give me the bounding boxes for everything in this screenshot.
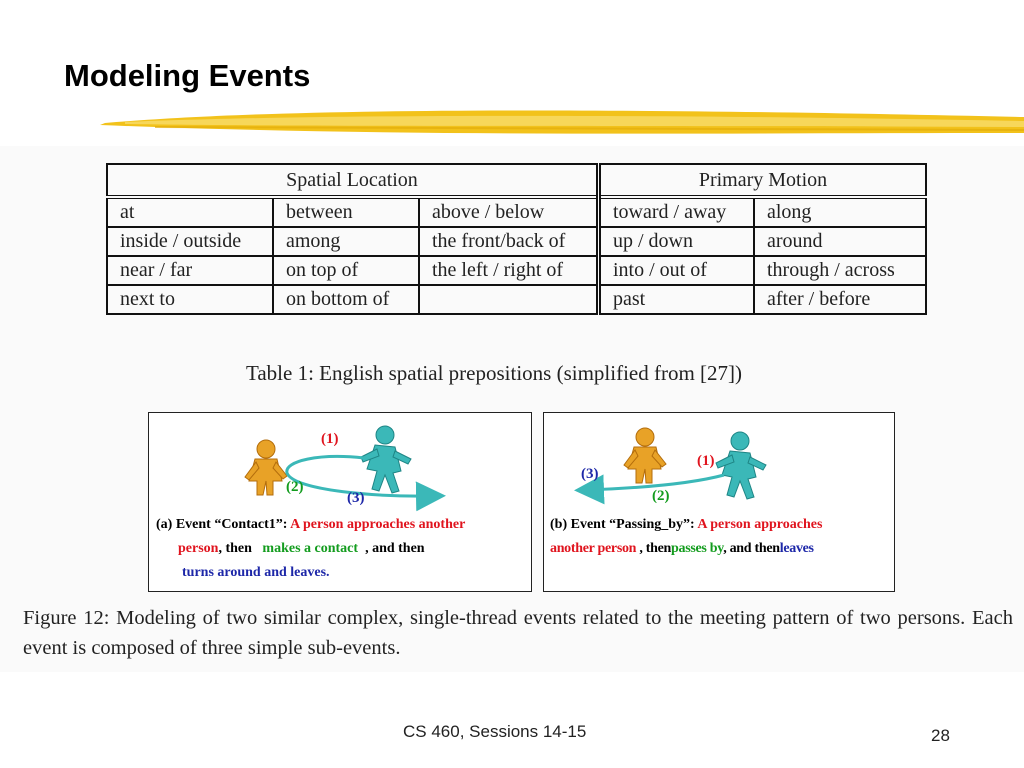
text-segment: , then [218, 541, 252, 556]
blue-text: leaves [779, 541, 814, 556]
table-cell: up / down [599, 227, 755, 256]
figure-panel-contact [148, 412, 532, 592]
label-1: (1) [697, 453, 715, 469]
table-row [107, 256, 926, 285]
yellow-brush-stroke [95, 103, 1024, 143]
table-cell: the front/back of [419, 227, 599, 256]
event-title: (a) Event “Contact1”: [156, 517, 288, 532]
event-title: (b) Event “Passing_by”: [550, 517, 695, 532]
event-description-line-2 [550, 537, 814, 561]
label-2: (2) [286, 479, 304, 495]
table-cell: past [599, 285, 755, 314]
table-cell: along [754, 197, 926, 227]
event-description-line-1 [156, 513, 465, 537]
table-cell [419, 285, 599, 314]
event-description-line-2 [178, 537, 425, 561]
slide-title: Modeling Events [64, 58, 311, 93]
table-cell: near / far [107, 256, 273, 285]
table-cell: into / out of [599, 256, 755, 285]
prepositions-table [106, 163, 927, 315]
label-3: (3) [581, 466, 599, 482]
green-text: passes by [671, 541, 724, 556]
text-segment: , and then [723, 541, 780, 556]
table-cell: between [273, 197, 419, 227]
label-1: (1) [321, 431, 339, 447]
table-cell: after / before [754, 285, 926, 314]
red-text: A person approaches another [290, 517, 466, 532]
orange-person-icon [245, 440, 287, 495]
cyan-person-icon [361, 426, 411, 493]
table-cell: inside / outside [107, 227, 273, 256]
page-number: 28 [931, 726, 950, 745]
header-spatial-location: Spatial Location [107, 164, 599, 197]
label-3: (3) [347, 490, 365, 506]
table-row [107, 227, 926, 256]
text-segment: , and then [365, 541, 425, 556]
event-description-line-1 [550, 513, 822, 537]
blue-text: turns around and leaves. [182, 565, 330, 580]
label-2: (2) [652, 488, 670, 504]
table-row [107, 285, 926, 314]
header-primary-motion: Primary Motion [599, 164, 927, 197]
table-cell: through / across [754, 256, 926, 285]
cyan-person-icon [716, 432, 766, 499]
table-cell: on bottom of [273, 285, 419, 314]
red-text: another person [550, 541, 637, 556]
table-cell: toward / away [599, 197, 755, 227]
red-text: A person approaches [697, 517, 823, 532]
table-cell: the left / right of [419, 256, 599, 285]
table-cell: around [754, 227, 926, 256]
footer-course: CS 460, Sessions 14-15 [403, 722, 587, 741]
green-text: makes a contact [262, 541, 359, 556]
table-cell: on top of [273, 256, 419, 285]
figure-panel-passing [543, 412, 895, 592]
event-description-line-3 [182, 561, 330, 585]
table-cell: next to [107, 285, 273, 314]
table-cell: among [273, 227, 419, 256]
table-row [107, 197, 926, 227]
table-cell: at [107, 197, 273, 227]
figure-caption: Figure 12: Modeling of two similar complex, single-thread events related to the meeting pattern of two persons. Each event is composed of three simple sub-events. [23, 607, 1013, 659]
red-text: person [178, 541, 219, 556]
orange-person-icon [624, 428, 666, 483]
passing-illustration [544, 413, 894, 591]
table-cell: above / below [419, 197, 599, 227]
text-segment: , then [639, 541, 672, 556]
table-caption: Table 1: English spatial prepositions (simplified from [27]) [246, 361, 743, 385]
